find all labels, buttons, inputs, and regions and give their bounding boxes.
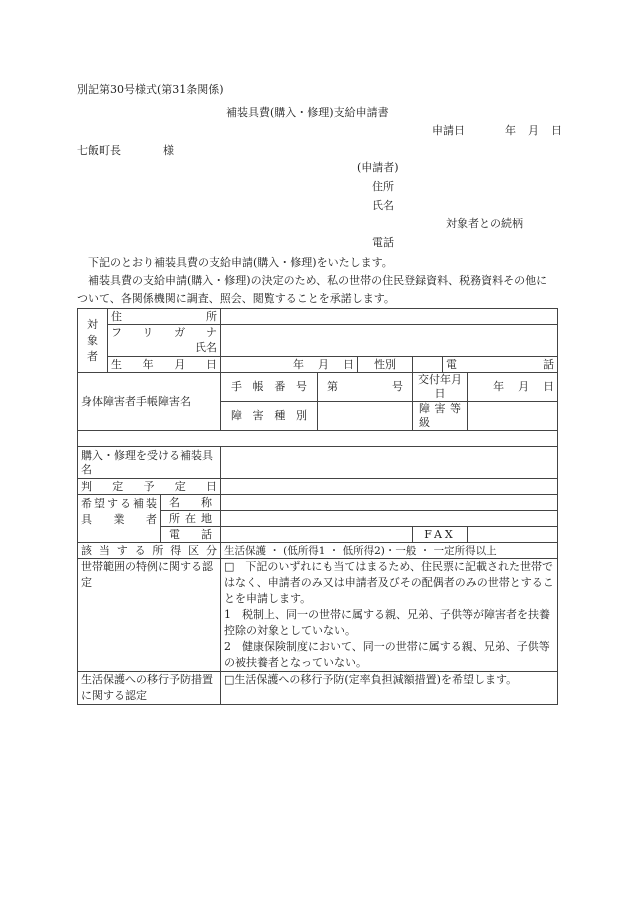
issue-date-field[interactable]: 年 月 日 (468, 373, 558, 402)
fax-label: FAX (413, 527, 468, 543)
household-condition-1: 1 税制上、同一の世帯に属する親、兄弟、子供等が障害者を扶養控除の対象としていない。 (224, 608, 550, 637)
disability-type-field[interactable] (318, 402, 413, 431)
form-title: 補装具費(購入・修理)支給申請書 (226, 106, 389, 119)
row-furigana (78, 325, 558, 341)
device-label: 購入・修理を受ける補装具名 (78, 447, 221, 479)
addressee-honorific: 様 (163, 144, 174, 157)
judgment-date-field[interactable] (221, 479, 558, 495)
addressee-name: 七飯町長 (77, 144, 121, 157)
furigana-field[interactable] (221, 325, 558, 341)
disability-type-label: 障害種別 (221, 402, 318, 431)
vendor-address-field[interactable] (221, 511, 558, 527)
address-field[interactable] (221, 309, 558, 325)
vendor-phone-label: 電話 (161, 527, 221, 543)
statement-paragraph-1: 下記のとおり補装具費の支給申請(購入・修理)をいたします。 (88, 256, 393, 269)
row-judgment (78, 479, 558, 495)
name-field[interactable] (221, 341, 558, 357)
household-checkbox-text[interactable]: □ 下記のいずれにも当てはまるため、住民票に記載された世帯ではなく、申請者のみ又は申請者及びその配偶者のみの世帯とすることを申請します。 (224, 560, 554, 605)
form-number: 別記第30号様式(第31条関係) (77, 83, 224, 96)
gender-label: 性別 (358, 357, 413, 373)
applicant-relation-label: 対象者との続柄 (446, 217, 523, 230)
household-text (221, 559, 558, 672)
application-date (432, 124, 562, 138)
applicant-heading: (申請者) (357, 161, 399, 174)
row-vendor-name (78, 495, 558, 511)
disability-grade-label: 障害等級 (413, 402, 468, 431)
income-options[interactable]: 生活保護 ・ (低所得1 ・ 低所得2)・一般 ・ 一定所得以上 (221, 543, 558, 559)
vendor-name-field[interactable] (221, 495, 558, 511)
income-label: 該当する所得区分 (78, 543, 221, 559)
vendor-name-label: 名称 (161, 495, 221, 511)
judgment-date-label: 判定予定日 (78, 479, 221, 495)
row-birth (78, 357, 558, 373)
household-label: 世帯範囲の特例に関する認定 (78, 559, 221, 672)
disability-grade-field[interactable] (468, 402, 558, 431)
vendor-phone-field[interactable] (221, 527, 413, 543)
gender-field[interactable] (413, 357, 443, 373)
issue-date-label: 交付年月日 (413, 373, 468, 402)
row-household (78, 559, 558, 672)
fax-field[interactable] (468, 527, 558, 543)
addressee (77, 144, 174, 158)
handbook-number-field[interactable]: 第 号 (318, 373, 413, 402)
date-day: 日 (551, 124, 562, 137)
applicant-name-label: 氏名 (372, 199, 394, 212)
statement-paragraph-2: 補装具費の支給申請(購入・修理)の決定のため、私の世帯の住民登録資料、税務資料その他について、各関係機関に調査、照会、閲覧することを承諾します。 (77, 274, 548, 305)
row-blank (78, 431, 558, 447)
phone-label: 電話 (443, 357, 558, 373)
row-handbook-1 (78, 373, 558, 402)
row-welfare (78, 672, 558, 705)
blank-row (78, 431, 558, 447)
date-year: 年 (505, 124, 516, 137)
applicant-address-label: 住所 (372, 180, 394, 193)
row-income (78, 543, 558, 559)
birth-label: 生年月日 (108, 357, 221, 373)
row-address (78, 309, 558, 325)
handbook-number-label: 手帳番号 (221, 373, 318, 402)
date-label: 申請日 (432, 124, 465, 137)
birth-field[interactable]: 年 月 日 (221, 357, 358, 373)
address-label: 住所 (108, 309, 221, 325)
date-month: 月 (528, 124, 539, 137)
subject-label: 対象者 (78, 309, 108, 373)
welfare-checkbox-text[interactable]: □生活保護への移行予防(定率負担減額措置)を希望します。 (221, 672, 558, 705)
household-condition-2: 2 健康保険制度において、同一の世帯に属する親、兄弟、子供等の被扶養者となっていない。 (224, 640, 550, 669)
handbook-label: 身体障害者手帳障害名 (78, 373, 221, 431)
welfare-label: 生活保護への移行予防措置に関する認定 (78, 672, 221, 705)
row-device (78, 447, 558, 479)
furigana-label: フリガナ (108, 325, 221, 341)
name-label: 氏名 (108, 341, 221, 357)
row-name (78, 341, 558, 357)
applicant-phone-label: 電話 (372, 236, 394, 249)
device-field[interactable] (221, 447, 558, 479)
vendor-label: 希望する補装具業者 (78, 495, 161, 543)
vendor-address-label: 所在地 (161, 511, 221, 527)
application-table (77, 308, 558, 705)
